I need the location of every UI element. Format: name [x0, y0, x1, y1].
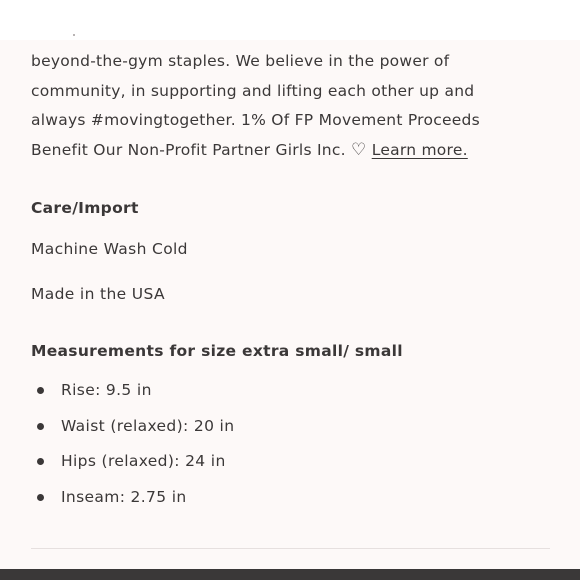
- bullet-icon: [37, 387, 44, 394]
- product-details: [31, 47, 551, 506]
- care-heading: Care/Import: [31, 199, 139, 217]
- list-item: [31, 488, 234, 524]
- description-text: Benefit Our Non-Profit Partner Girls Inc.: [31, 140, 346, 159]
- footer-bar: [0, 569, 580, 580]
- bullet-icon: [37, 494, 44, 501]
- divider: [31, 548, 550, 549]
- care-wash: Machine Wash Cold: [31, 240, 188, 258]
- measurements-list: [31, 381, 234, 523]
- measurements-heading: Measurements for size extra small/ small: [31, 342, 403, 360]
- top-strip: [0, 0, 580, 40]
- measurement-text: Waist (relaxed): 20 in: [61, 416, 235, 435]
- measurement-text: Rise: 9.5 in: [61, 381, 152, 399]
- description: [31, 47, 551, 165]
- description-line: [31, 136, 551, 166]
- list-item: [31, 452, 234, 488]
- heart-icon: ♡: [351, 139, 367, 160]
- list-item: [31, 381, 234, 417]
- description-line: always #movingtogether. 1% Of FP Movement Proceeds: [31, 111, 480, 129]
- description-line: beyond-the-gym staples. We believe in the power of: [31, 52, 450, 70]
- description-line: community, in supporting and lifting each other up and: [31, 81, 475, 100]
- measurement-text: Inseam: 2.75 in: [61, 487, 187, 506]
- speck: [73, 34, 75, 36]
- learn-more-link[interactable]: Learn more.: [371, 140, 468, 159]
- care-origin: Made in the USA: [31, 285, 165, 303]
- bullet-icon: [37, 458, 44, 465]
- list-item: [31, 417, 234, 453]
- bullet-icon: [37, 423, 44, 430]
- measurement-text: Hips (relaxed): 24 in: [61, 452, 226, 470]
